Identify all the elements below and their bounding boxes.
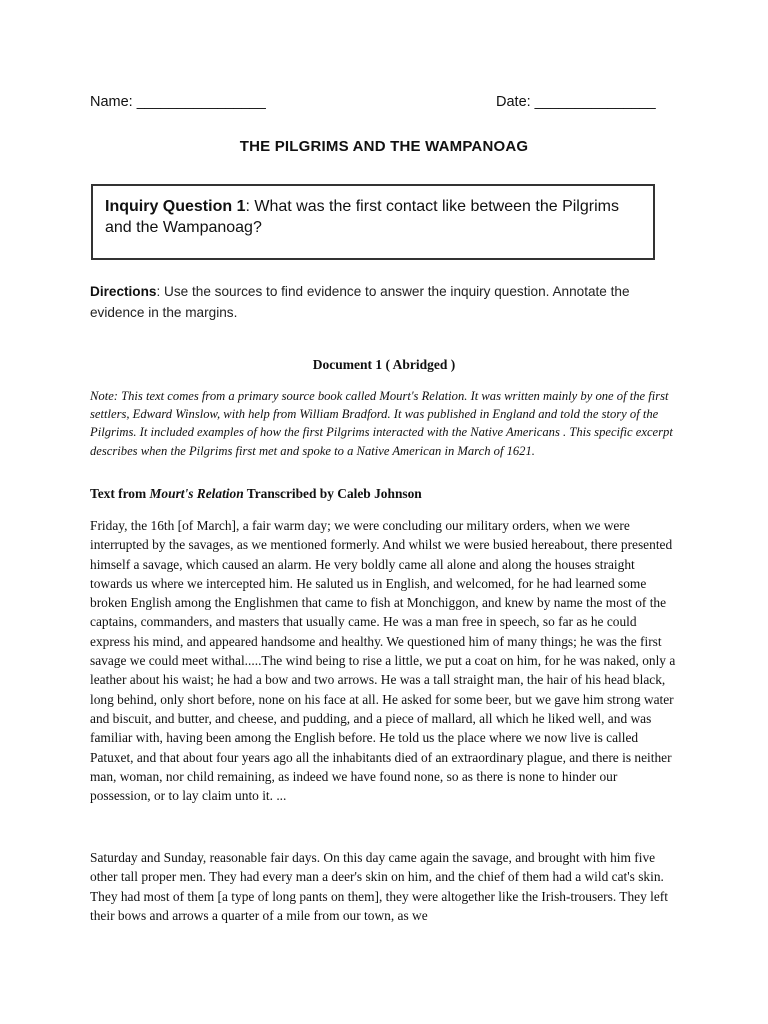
- directions-label: Directions: [90, 284, 157, 299]
- inquiry-question-box: [91, 184, 655, 260]
- source-title: Mourt's Relation: [149, 486, 244, 501]
- paragraph-text: Saturday and Sunday, reasonable fair days. On this day came again the savage, and brought with him five other tall proper men. They had every man a deer's skin on him, and the chief of them had a wild cat's skin. They had most of them [a type of long pants on them], they were altogether like the Irish-trousers. They left their bows and arrows a quarter of a mile from our town, as we: [90, 850, 668, 923]
- document-paragraph-1: [90, 516, 680, 805]
- inquiry-question-label: Inquiry Question 1: [105, 198, 246, 215]
- document-paragraph-2: [90, 848, 680, 925]
- source-prefix: Text from: [90, 486, 150, 501]
- document-note-text: Note: This text comes from a primary source book called Mourt's Relation. It was written mainly by one of the first settlers, Edward Winslow, with help from William Bradford. It was published in England and told the story of the Pilgrims. It included examples of how the first Pilgrims interacted with the Native Americans . This specific excerpt describes when the Pilgrims first met and spoke to a Native American in March of 1621.: [90, 389, 673, 458]
- source-suffix: Transcribed by Caleb Johnson: [243, 486, 422, 501]
- directions: [90, 281, 680, 323]
- date-field[interactable]: Date: _______________: [496, 94, 656, 110]
- page-title: THE PILGRIMS AND THE WAMPANOAG: [239, 138, 529, 155]
- document-heading: Document 1 ( Abridged ): [312, 357, 456, 372]
- name-field[interactable]: Name: ________________: [90, 94, 266, 110]
- paragraph-text: Friday, the 16th [of March], a fair warm day; we were concluding our military orders, when we were interrupted by the savages, as we mentioned formerly. And whilst we were busied hereabout, there presented himself a savage, which caused an alarm. He very boldly came all alone and along the houses straight towards us where we intercepted him. He saluted us in English, and welcomed, for he had learned some broken English among the Englishmen that came to fish at Monchiggon, and knew by name the most of the captains, commanders, and masters that usually came. He was a man free in speech, so far as he could express his mind, and appeared handsome and healthy. We questioned him of many things; he was the first savage we could meet withal.....The wind being to rise a little, we put a coat on him, for he was naked, only a leather about his waist; he had a bow and two arrows. He was a tall straight man, the hair of his head black, long behind, only short before, none on his face at all. He asked for some beer, but we gave him strong water and biscuit, and butter, and cheese, and pudding, and a piece of mallard, all which he liked well, and was familiar with, having been among the English before. He told us the place where we now live is called Patuxet, and that about four years ago all the inhabitants died of an extraordinary plague, and there is neither man, woman, nor child remaining, as indeed we have found none, so as there is none to hinder our possession, or to lay claim unto it. ...: [90, 518, 676, 804]
- directions-text: : Use the sources to find evidence to answer the inquiry question. Annotate the evidence in the margins.: [90, 284, 630, 320]
- source-line: [90, 486, 680, 502]
- inquiry-question-text: : What was the first contact like between the Pilgrims and the Wampanoag?: [105, 198, 619, 236]
- document-note: [90, 387, 680, 460]
